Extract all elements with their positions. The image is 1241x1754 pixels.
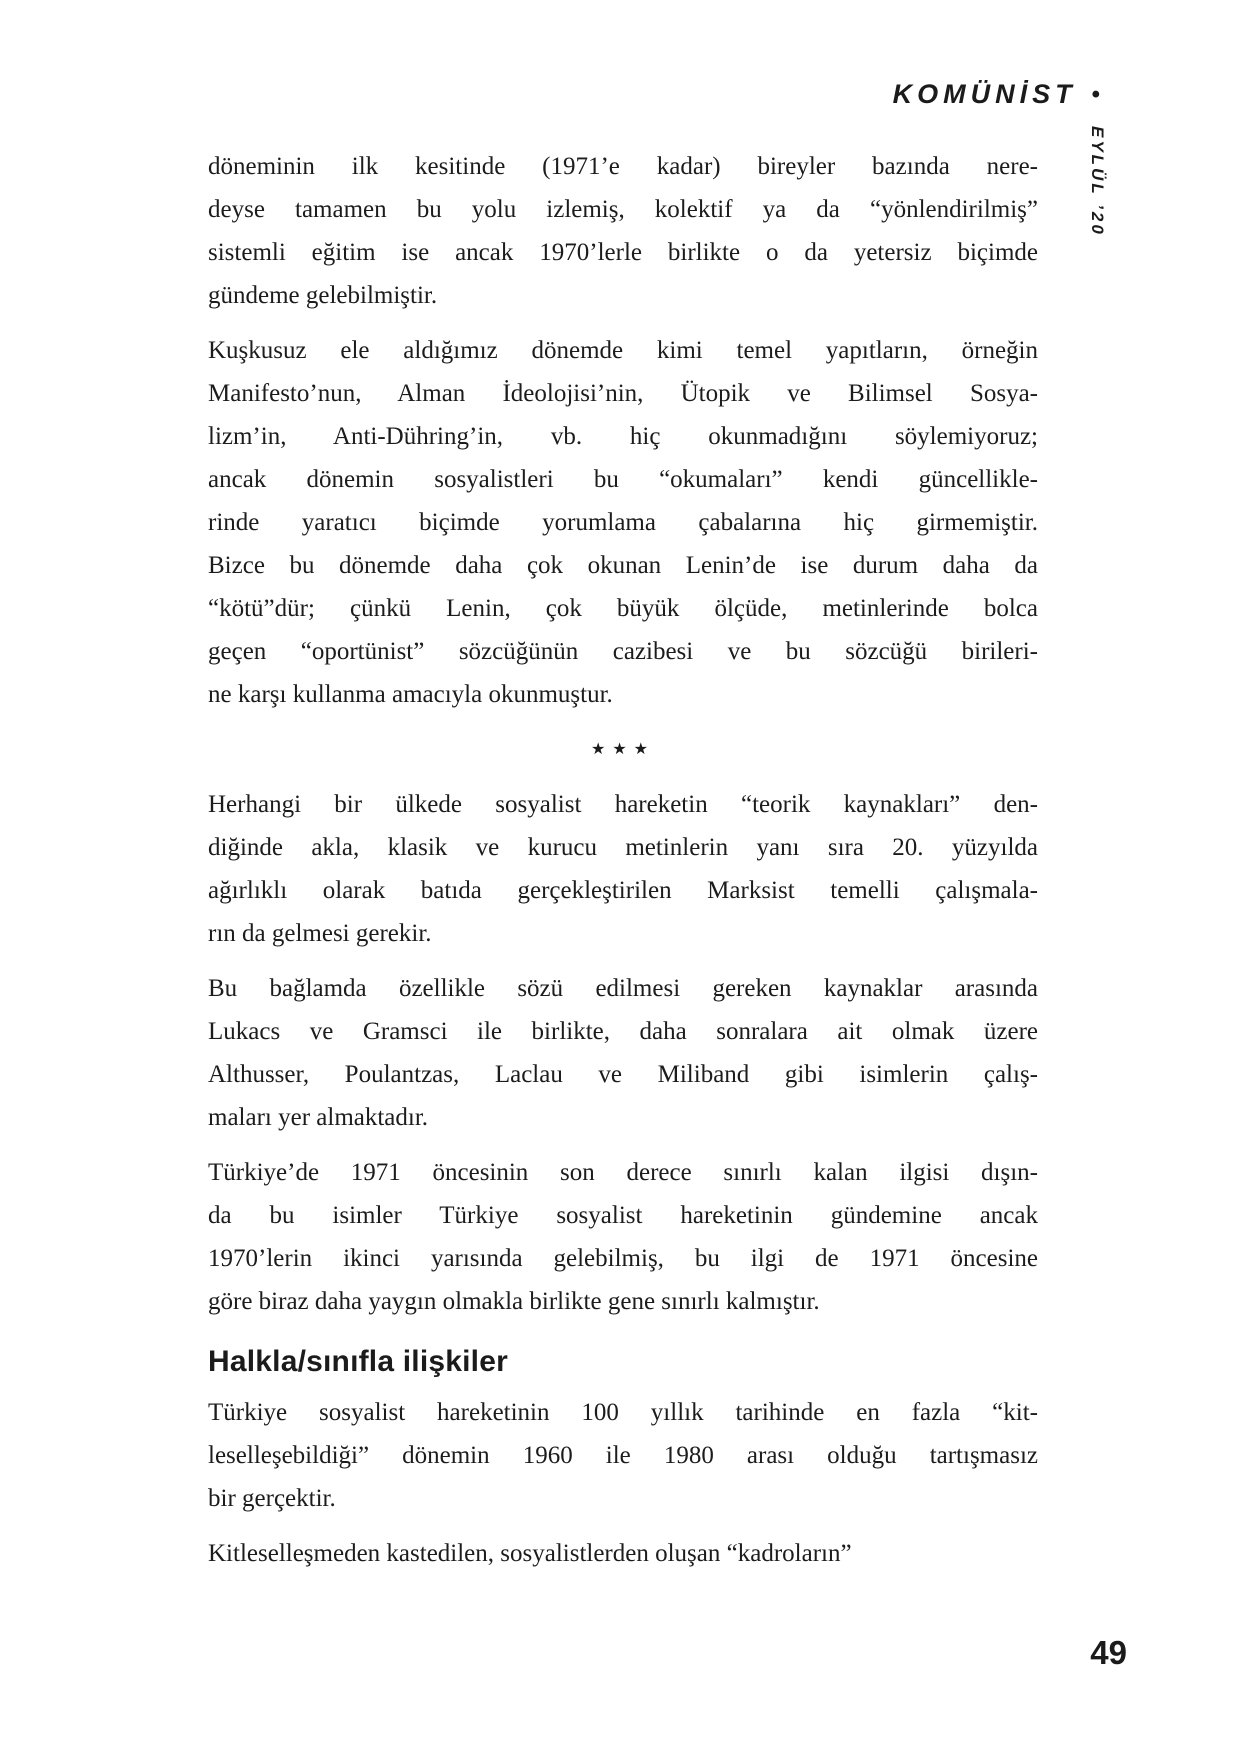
body-line: 1970’lerin ikinci yarısında gelebilmiş, bu ilgi de 1971 öncesine	[208, 1245, 1038, 1272]
body-line: sistemli eğitim ise ancak 1970’lerle birlikte o da yetersiz biçimde	[208, 239, 1038, 266]
paragraph	[208, 329, 1038, 716]
body-line: deyse tamamen bu yolu izlemiş, kolektif ya da “yönlendirilmiş”	[208, 196, 1038, 223]
body-line: rın da gelmesi gerekir.	[208, 920, 432, 947]
body-line: ağırlıklı olarak batıda gerçekleştirilen Marksist temelli çalışmala-	[208, 877, 1038, 904]
paragraph	[208, 967, 1038, 1139]
section-heading: Halkla/sınıfla ilişkiler	[208, 1345, 508, 1378]
body-line: Türkiye sosyalist hareketinin 100 yıllık tarihinde en fazla “kit-	[208, 1399, 1038, 1426]
running-head	[893, 79, 1100, 110]
body-line: Türkiye’de 1971 öncesinin son derece sınırlı kalan ilgisi dışın-	[208, 1159, 1038, 1186]
paragraph	[208, 783, 1038, 955]
body-line: Kitleselleşmeden kastedilen, sosyalistlerden oluşan “kadroların”	[208, 1540, 852, 1567]
body-line: ancak dönemin sosyalistleri bu “okumaları” kendi güncellikle-	[208, 466, 1038, 493]
body-line: bir gerçektir.	[208, 1485, 336, 1512]
body-line: gündeme gelebilmiştir.	[208, 282, 438, 309]
body-line: “kötü”dür; çünkü Lenin, çok büyük ölçüde, metinlerinde bolca	[208, 595, 1038, 622]
body-line: Bu bağlamda özellikle sözü edilmesi gereken kaynaklar arasında	[208, 975, 1038, 1002]
body-line: Herhangi bir ülkede sosyalist hareketin “teorik kaynakları” den-	[208, 791, 1038, 818]
body-line: döneminin ilk kesitinde (1971’e kadar) bireyler bazında nere-	[208, 153, 1038, 180]
body-line: diğinde akla, klasik ve kurucu metinlerin yanı sıra 20. yüzyılda	[208, 834, 1038, 861]
body-line: ne karşı kullanma amacıyla okunmuştur.	[208, 681, 613, 708]
body-line: leselleşebildiği” dönemin 1960 ile 1980 arası olduğu tartışmasız	[208, 1442, 1038, 1469]
body-line: Althusser, Poulantzas, Laclau ve Miliband gibi isimlerin çalış-	[208, 1061, 1038, 1088]
body-line: Lukacs ve Gramsci ile birlikte, daha sonralara ait olmak üzere	[208, 1018, 1038, 1045]
body-line: lizm’in, Anti-Dühring’in, vb. hiç okunmadığını söylemiyoruz;	[208, 423, 1038, 450]
paragraph	[208, 1391, 1038, 1520]
paragraph	[208, 145, 1038, 317]
body-line: rinde yaratıcı biçimde yorumlama çabalarına hiç girmemiştir.	[208, 509, 1038, 536]
body-line: geçen “oportünist” sözcüğünün cazibesi ve bu sözcüğü birileri-	[208, 638, 1038, 665]
bullet-separator-icon: •	[1091, 80, 1100, 108]
body-line: göre biraz daha yaygın olmakla birlikte gene sınırlı kalmıştır.	[208, 1288, 820, 1315]
section-separator-stars-icon: ★★★	[590, 741, 656, 758]
paragraph	[208, 1151, 1038, 1323]
article-body	[208, 145, 1038, 1587]
page-number: 49	[1090, 1634, 1127, 1671]
issue-date: EYLÜL ’20	[1088, 126, 1107, 237]
body-line: maları yer almaktadır.	[208, 1104, 429, 1131]
body-line: Bizce bu dönemde daha çok okunan Lenin’de ise durum daha da	[208, 552, 1038, 579]
paragraph	[208, 1532, 1038, 1575]
body-line: da bu isimler Türkiye sosyalist hareketinin gündemine ancak	[208, 1202, 1038, 1229]
magazine-title: KOMÜNİST	[892, 79, 1077, 109]
body-line: Manifesto’nun, Alman İdeolojisi’nin, Ütopik ve Bilimsel Sosya-	[208, 380, 1038, 407]
body-line: Kuşkusuz ele aldığımız dönemde kimi temel yapıtların, örneğin	[208, 337, 1038, 364]
